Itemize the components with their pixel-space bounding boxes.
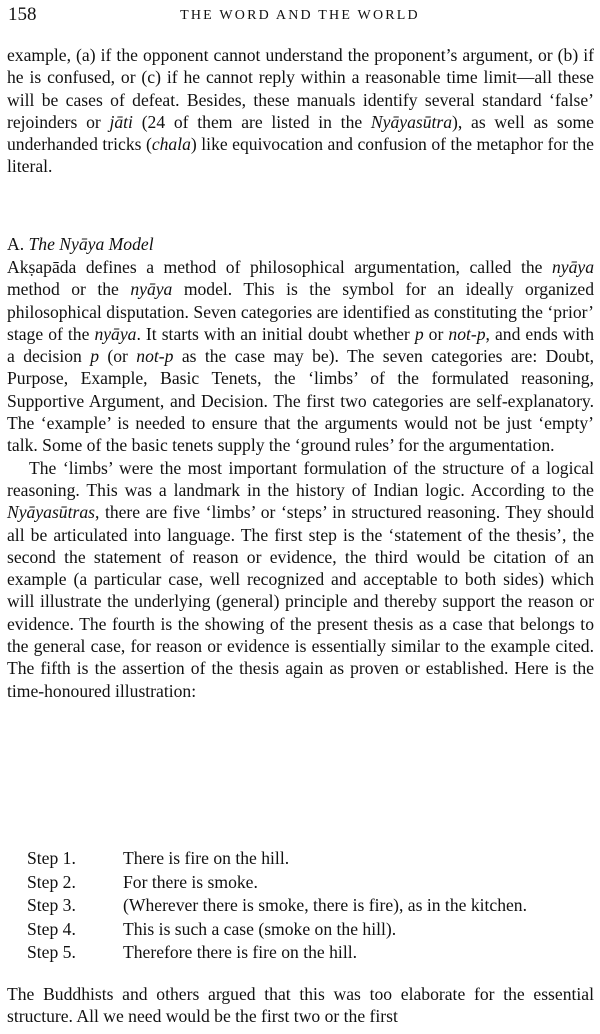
step-item <box>27 894 597 918</box>
body-text-nyaya-model <box>7 256 594 702</box>
step-label: Step 5. <box>27 942 76 962</box>
step-text: For there is smoke. <box>123 871 258 892</box>
step-text: Therefore there is fire on the hill. <box>123 942 357 962</box>
paragraph-1: example, (a) if the opponent cannot understand the proponent’s argument, or (b) if he is confused, or (c) if he cannot reply within a reasonable time limit—all these will be cases of defeat. Besides, these manuals identify several standard ‘false’ rejoinders or jāti (24 of them are listed in the Nyāyasūtra), as well as some underhanded tricks (chala) like equivocation and confusion of the metaphor for the literal. <box>7 45 594 177</box>
step-item <box>27 871 597 895</box>
step-label: Step 1. <box>27 848 76 868</box>
step-text: (Wherever there is smoke, there is fire), as in the kitchen. <box>123 895 528 915</box>
step-item <box>27 847 597 871</box>
step-label: Step 2. <box>27 871 76 892</box>
section-heading <box>7 233 154 255</box>
steps-list <box>27 847 597 965</box>
step-label: Step 4. <box>27 918 76 939</box>
body-text-closing <box>7 983 594 1028</box>
page-number: 158 <box>8 4 37 25</box>
paragraph-2: Akṣapāda defines a method of philosophical argumentation, called the nyāya method or the nyāya model. This is the symbol for an ideally organized philosophical disputation. Seven categories are identified as constituting the ‘prior’ stage of the nyāya. It starts with an initial doubt whether p or not-p, and ends with a decision p (or not-p as the case may be). The seven categories are: Doubt, Purpose, Example, Basic Tenets, the ‘limbs’ of the formulated reasoning, Supportive Argument, and Decision. The first two categories are self-explanatory. The ‘example’ is needed to ensure that the arguments would not be just ‘empty’ talk. Some of the basic tenets supply the ‘ground rules’ for the argumentation. <box>7 257 595 456</box>
step-item <box>27 941 597 965</box>
step-item <box>27 918 597 942</box>
body-text-opening <box>7 44 594 178</box>
running-head <box>8 4 592 30</box>
paragraph-3: The ‘limbs’ were the most important formulation of the structure of a logical reasoning. This was a landmark in the history of Indian logic. According to the Nyāyasūtras, there are five ‘limbs’ or ‘steps’ in structured reasoning. They should all be articulated into language. The first step is the ‘statement of the thesis’, the second the statement of reason or evidence, the third would be citation of an example (a particular case, well recognized and acceptable to both sides) which will illustrate the underlying (general) principle and thereby support the reason or evidence. The fourth is the showing of the present thesis as a case that belongs to the general case, for reason or evidence is essentially similar to the example cited. The fifth is the assertion of the thesis again as proven or established. Here is the time-honoured illustration: <box>7 457 594 701</box>
section-heading-label: A. <box>7 234 25 254</box>
step-label: Step 3. <box>27 895 76 915</box>
section-heading-title: The Nyāya Model <box>28 234 154 254</box>
step-text: This is such a case (smoke on the hill). <box>123 918 397 939</box>
step-text: There is fire on the hill. <box>123 848 290 868</box>
running-head-title: THE WORD AND THE WORLD <box>180 8 420 23</box>
paragraph-final: The Buddhists and others argued that this was too elaborate for the essential structure. All we need would be the first two or the first <box>7 984 594 1027</box>
